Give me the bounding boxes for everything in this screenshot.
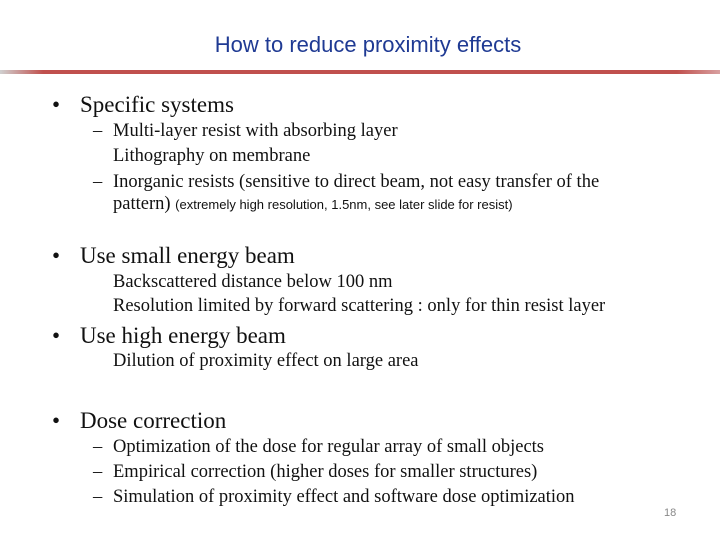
item-text: pattern) bbox=[113, 194, 171, 214]
item-text: Optimization of the dose for regular array of small objects bbox=[113, 437, 545, 457]
bullet-text: Specific systems bbox=[80, 92, 234, 117]
dash-marker: – bbox=[93, 462, 103, 482]
bullet-dot: • bbox=[52, 323, 61, 348]
list-item-inorganic-continuation bbox=[113, 193, 513, 216]
bullet-dot: • bbox=[52, 92, 61, 117]
dash-marker: – bbox=[93, 487, 103, 507]
item-text: Simulation of proximity effect and software dose optimization bbox=[113, 487, 575, 507]
item-text: Empirical correction (higher doses for smaller structures) bbox=[113, 462, 538, 482]
list-item-forward-scattering: Resolution limited by forward scattering : only for thin resist layer bbox=[113, 296, 606, 316]
page-number: 18 bbox=[664, 507, 677, 519]
item-text: Multi-layer resist with absorbing layer bbox=[113, 121, 398, 141]
bullet-dot: • bbox=[52, 408, 61, 433]
item-text: Inorganic resists (sensitive to direct beam, not easy transfer of the bbox=[113, 172, 600, 192]
bullet-text: Use high energy beam bbox=[80, 323, 286, 348]
dash-marker: – bbox=[93, 121, 103, 141]
dash-marker: – bbox=[93, 437, 103, 457]
slide-title: How to reduce proximity effects bbox=[214, 32, 522, 57]
bullet-text: Dose correction bbox=[80, 408, 227, 433]
bullet-dot: • bbox=[52, 243, 61, 268]
list-item-membrane: Lithography on membrane bbox=[113, 146, 311, 166]
list-item-dilution: Dilution of proximity effect on large area bbox=[113, 351, 419, 371]
dash-marker: – bbox=[93, 172, 103, 192]
list-item-backscattered: Backscattered distance below 100 nm bbox=[113, 272, 393, 292]
bullet-text: Use small energy beam bbox=[80, 243, 295, 268]
title-divider bbox=[0, 70, 720, 74]
resolution-note: (extremely high resolution, 1.5nm, see later slide for resist) bbox=[175, 197, 513, 212]
